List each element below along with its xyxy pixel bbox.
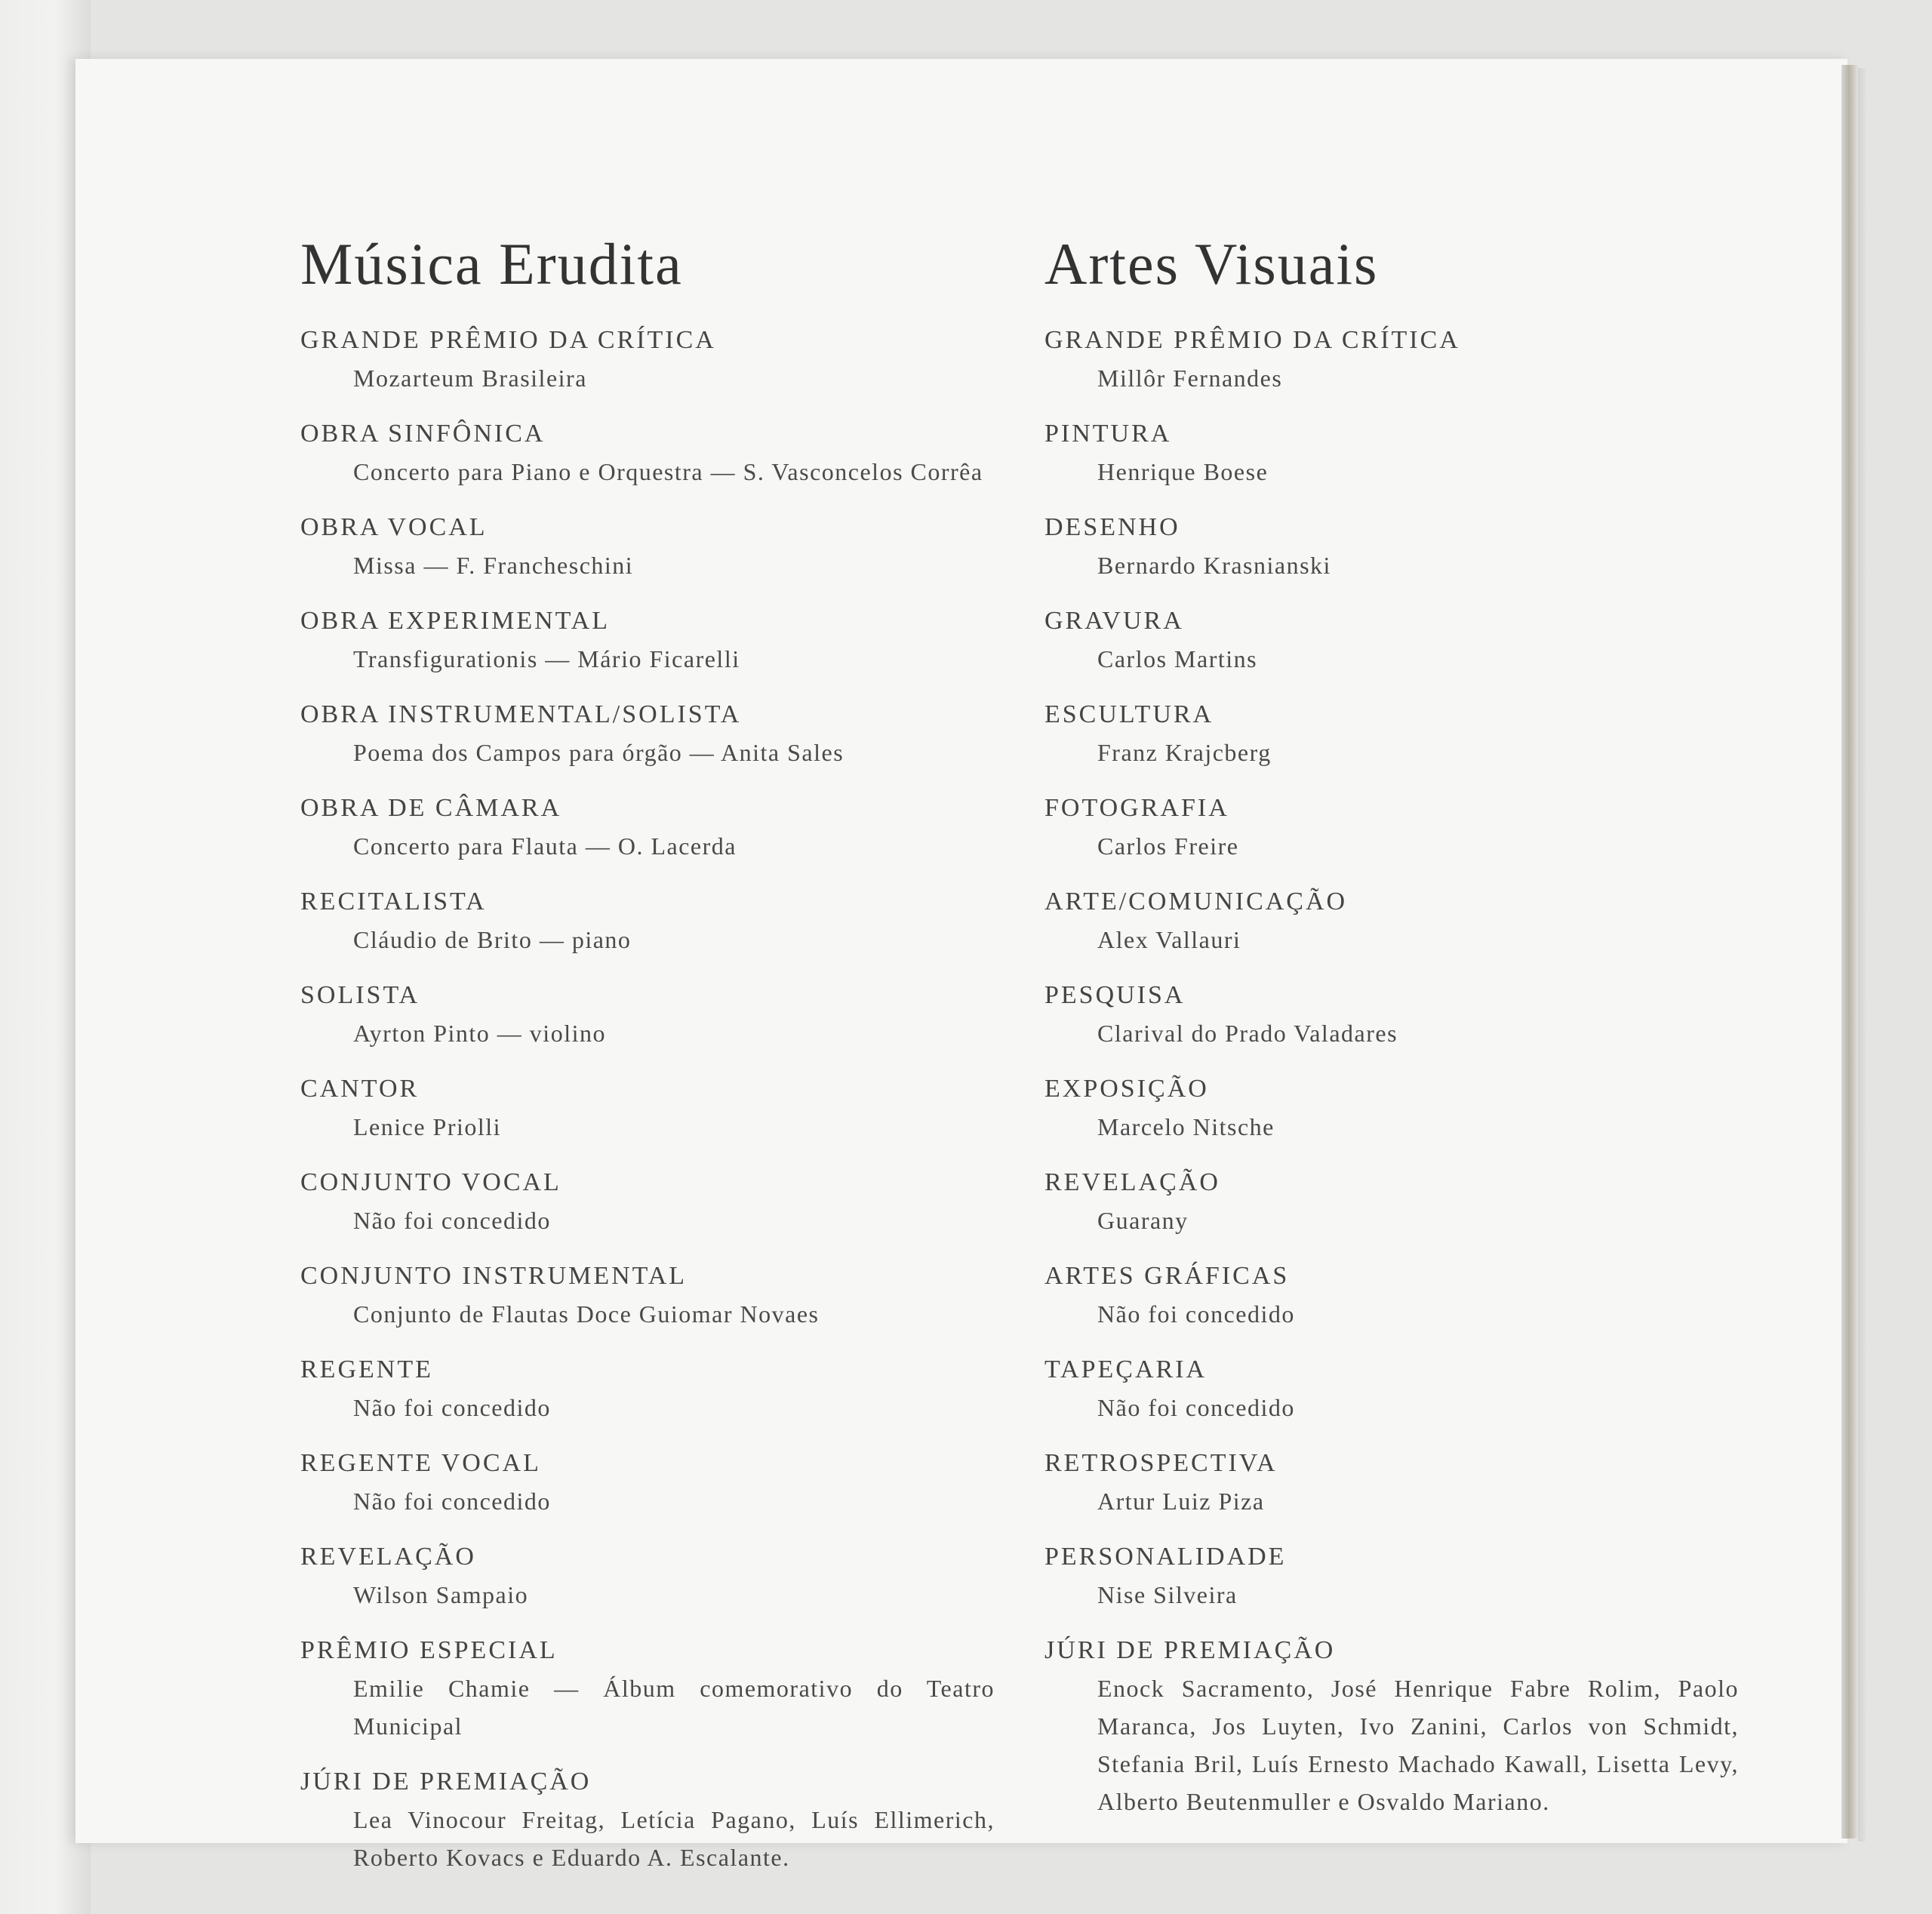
award-winner: Não foi concedido — [353, 1394, 551, 1421]
award-winner: Lenice Priolli — [353, 1113, 502, 1140]
award-category: SOLISTA — [300, 981, 420, 1009]
award-category: JÚRI DE PREMIAÇÃO — [300, 1768, 592, 1796]
award-category: OBRA VOCAL — [300, 513, 488, 541]
award-category: PESQUISA — [1044, 981, 1186, 1009]
award-category: PRÊMIO ESPECIAL — [300, 1636, 558, 1664]
award-winner: Concerto para Flauta — O. Lacerda — [353, 832, 737, 860]
award-category: PINTURA — [1044, 420, 1172, 448]
section-title-musica-erudita: Música Erudita — [300, 231, 683, 297]
award-category: RETROSPECTIVA — [1044, 1449, 1278, 1477]
award-category: GRAVURA — [1044, 607, 1184, 635]
award-winner: Carlos Martins — [1097, 645, 1258, 672]
page-stack-edge — [1841, 65, 1858, 1839]
award-winner: Emilie Chamie — Álbum comemorativo do Teatro Municipal — [353, 1675, 995, 1740]
award-winner: Não foi concedido — [353, 1207, 551, 1234]
award-category: REGENTE — [300, 1355, 433, 1383]
award-category: ARTES GRÁFICAS — [1044, 1262, 1290, 1290]
award-category: GRANDE PRÊMIO DA CRÍTICA — [1044, 326, 1460, 354]
award-category: OBRA INSTRUMENTAL/SOLISTA — [300, 700, 742, 728]
artes-visuais-column — [1044, 226, 1739, 1839]
award-category: REVELAÇÃO — [300, 1543, 476, 1571]
musica-erudita-column — [300, 226, 995, 1894]
award-entry — [300, 789, 995, 865]
award-entry — [1044, 1351, 1739, 1426]
award-entry — [300, 1164, 995, 1239]
award-winner: Clarival do Prado Valadares — [1097, 1020, 1398, 1047]
award-entry — [300, 1070, 995, 1146]
award-winner: Guarany — [1097, 1207, 1189, 1234]
award-entry — [300, 1763, 995, 1876]
award-entry — [1044, 883, 1739, 959]
award-category: EXPOSIÇÃO — [1044, 1075, 1209, 1103]
award-entry — [300, 1445, 995, 1520]
award-category: PERSONALIDADE — [1044, 1543, 1287, 1571]
award-winner: Nise Silveira — [1097, 1581, 1238, 1608]
award-winner: Não foi concedido — [353, 1488, 551, 1515]
award-entry — [1044, 977, 1739, 1052]
musica-erudita-award-list — [300, 322, 995, 1876]
award-category: DESENHO — [1044, 513, 1180, 541]
award-entry — [1044, 789, 1739, 865]
award-entry — [1044, 1164, 1739, 1239]
award-entry — [300, 602, 995, 678]
award-entry — [300, 1257, 995, 1333]
award-category: CONJUNTO VOCAL — [300, 1168, 561, 1196]
award-entry — [1044, 696, 1739, 771]
award-category: RECITALISTA — [300, 888, 487, 915]
award-category: OBRA DE CÂMARA — [300, 794, 562, 822]
award-winner: Poema dos Campos para órgão — Anita Sales — [353, 739, 844, 766]
award-winner: Wilson Sampaio — [353, 1581, 529, 1608]
award-category: TAPEÇARIA — [1044, 1355, 1208, 1383]
award-winner: Alex Vallauri — [1097, 926, 1241, 953]
award-winner: Cláudio de Brito — piano — [353, 926, 632, 953]
page-shadow — [1858, 68, 1867, 1842]
award-category: ARTE/COMUNICAÇÃO — [1044, 888, 1348, 915]
award-entry — [1044, 1538, 1739, 1614]
award-winner: Artur Luiz Piza — [1097, 1488, 1265, 1515]
award-winner: Não foi concedido — [1097, 1394, 1295, 1421]
section-title-artes-visuais: Artes Visuais — [1044, 231, 1379, 297]
award-winner: Missa — F. Francheschini — [353, 552, 634, 579]
award-entry — [300, 1632, 995, 1745]
award-entry — [300, 509, 995, 584]
award-winner: Enock Sacramento, José Henrique Fabre Rolim, Paolo Maranca, Jos Luyten, Ivo Zanini, Carlos von Schmidt, Stefania Bril, Luís Ernesto Machado Kawall, Lisetta Levy, Alberto Beutenmuller e Osvaldo Mariano. — [1097, 1675, 1739, 1815]
award-winner: Carlos Freire — [1097, 832, 1239, 860]
award-category: CONJUNTO INSTRUMENTAL — [300, 1262, 688, 1290]
award-entry — [1044, 1070, 1739, 1146]
award-entry — [300, 415, 995, 491]
award-winner: Lea Vinocour Freitag, Letícia Pagano, Luís Ellimerich, Roberto Kovacs e Eduardo A. Escalante. — [353, 1806, 995, 1871]
award-entry — [300, 696, 995, 771]
award-category: REGENTE VOCAL — [300, 1449, 541, 1477]
award-winner: Henrique Boese — [1097, 458, 1269, 485]
award-entry — [1044, 322, 1739, 397]
award-entry — [300, 322, 995, 397]
award-entry — [300, 1351, 995, 1426]
award-winner: Millôr Fernandes — [1097, 365, 1283, 392]
award-category: GRANDE PRÊMIO DA CRÍTICA — [300, 326, 716, 354]
award-category: ESCULTURA — [1044, 700, 1214, 728]
award-entry — [1044, 1632, 1739, 1820]
award-category: OBRA SINFÔNICA — [300, 420, 546, 448]
award-entry — [300, 883, 995, 959]
award-entry — [300, 977, 995, 1052]
award-category: JÚRI DE PREMIAÇÃO — [1044, 1636, 1336, 1664]
award-entry — [1044, 415, 1739, 491]
award-entry — [1044, 602, 1739, 678]
award-winner: Bernardo Krasnianski — [1097, 552, 1331, 579]
award-winner: Conjunto de Flautas Doce Guiomar Novaes — [353, 1300, 820, 1328]
award-winner: Mozarteum Brasileira — [353, 365, 587, 392]
award-winner: Marcelo Nitsche — [1097, 1113, 1275, 1140]
award-category: REVELAÇÃO — [1044, 1168, 1220, 1196]
award-category: OBRA EXPERIMENTAL — [300, 607, 611, 635]
award-entry — [1044, 1445, 1739, 1520]
award-winner: Concerto para Piano e Orquestra — S. Vasconcelos Corrêa — [353, 458, 983, 485]
award-winner: Não foi concedido — [1097, 1300, 1295, 1328]
award-category: CANTOR — [300, 1075, 420, 1103]
award-entry — [1044, 509, 1739, 584]
award-category: FOTOGRAFIA — [1044, 794, 1229, 822]
award-winner: Transfigurationis — Mário Ficarelli — [353, 645, 740, 672]
artes-visuais-award-list — [1044, 322, 1739, 1820]
award-winner: Franz Krajcberg — [1097, 739, 1272, 766]
award-entry — [300, 1538, 995, 1614]
award-entry — [1044, 1257, 1739, 1333]
award-winner: Ayrton Pinto — violino — [353, 1020, 606, 1047]
